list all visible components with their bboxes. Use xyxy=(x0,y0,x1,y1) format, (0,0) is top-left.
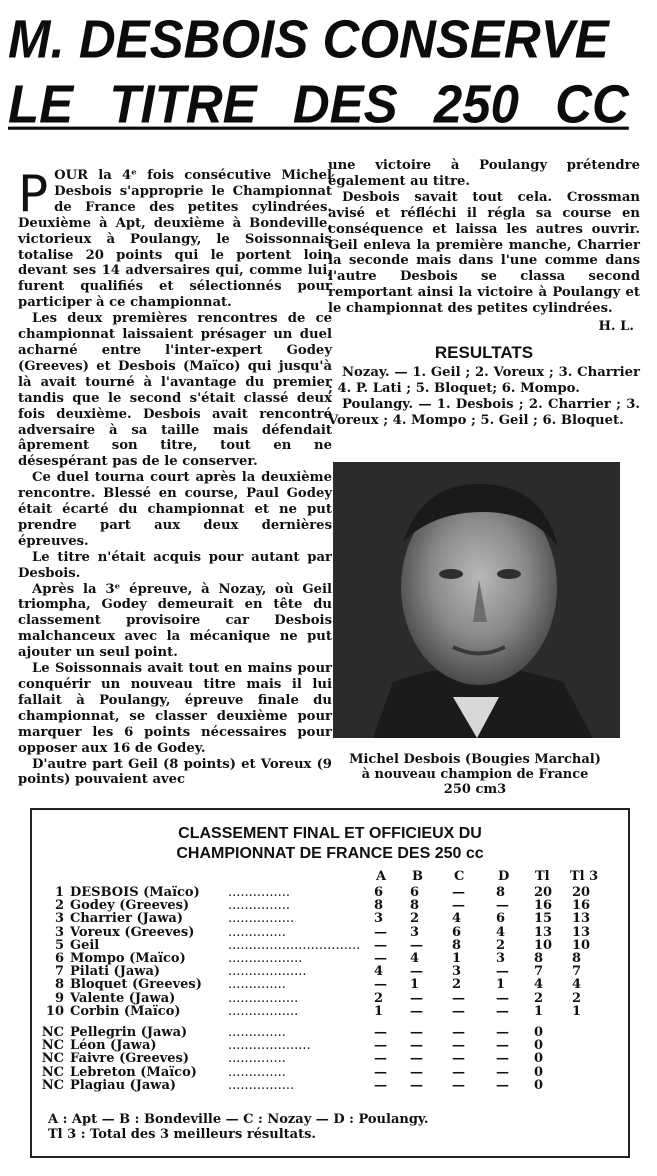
standings-row xyxy=(32,1052,628,1065)
score-cell-tl: 16 xyxy=(534,898,553,914)
score-cell-tl: 7 xyxy=(534,964,544,980)
author-signature: H. L. xyxy=(598,319,634,335)
leader-dots: ................. xyxy=(228,1003,299,1019)
score-cell-a: 3 xyxy=(374,911,384,927)
score-cell-b: — xyxy=(410,1051,423,1067)
rider-rank: NC xyxy=(41,1077,64,1093)
score-cell-tl3: 16 xyxy=(572,898,591,914)
rider-rank: 3 xyxy=(54,924,64,940)
drop-cap: P xyxy=(18,165,49,223)
leader-dots: .................... xyxy=(228,1038,311,1054)
standings-row xyxy=(32,1039,628,1052)
standings-legend xyxy=(48,1112,618,1142)
score-cell-tl: 4 xyxy=(534,977,544,993)
standings-row xyxy=(32,886,628,899)
score-cell-d: 4 xyxy=(496,924,506,940)
score-cell-d: — xyxy=(496,1051,509,1067)
score-cell-a: — xyxy=(374,951,387,966)
standings-header xyxy=(32,870,628,884)
standings-row xyxy=(32,1005,628,1018)
score-cell-tl: 8 xyxy=(534,951,544,966)
rider-rank: 10 xyxy=(45,1003,64,1019)
score-cell-tl: 0 xyxy=(534,1077,544,1093)
leader-dots: .............. xyxy=(228,977,286,993)
rider-name: Charrier (Jawa) xyxy=(70,911,183,927)
leader-dots: ................... xyxy=(228,964,307,980)
standings-title-line: CHAMPIONNAT DE FRANCE DES 250 cc xyxy=(176,845,484,862)
score-cell-tl3: 8 xyxy=(572,951,582,966)
legend-line: A : Apt — B : Bondeville — C : Nozay — D : Poulangy. xyxy=(48,1112,429,1127)
caption-line: Michel Desbois (Bougies Marchal) xyxy=(349,752,601,767)
leader-dots: .............. xyxy=(228,924,286,940)
score-cell-d: — xyxy=(496,898,509,914)
rider-rank: NC xyxy=(41,1025,64,1040)
headline-line-2: LE TITRE DES 250 CC xyxy=(8,74,629,134)
standings-row xyxy=(32,965,628,978)
rider-name: Lebreton (Maïco) xyxy=(70,1064,197,1080)
score-cell-d: — xyxy=(496,1025,509,1040)
column-header: A xyxy=(376,869,387,884)
leader-dots: ............... xyxy=(228,898,290,914)
article-paragraph: D'autre part Geil (8 points) et Voreux (9 points) pouvaient avec xyxy=(18,756,332,788)
score-cell-a: 8 xyxy=(374,898,384,914)
score-cell-a: — xyxy=(374,1051,387,1067)
score-cell-d: — xyxy=(496,964,509,980)
score-cell-b: 8 xyxy=(410,898,420,914)
rider-rank: NC xyxy=(41,1038,64,1054)
score-cell-a: — xyxy=(374,1038,387,1054)
score-cell-c: 2 xyxy=(452,977,462,993)
rider-name: Mompo (Maïco) xyxy=(70,951,186,966)
article-paragraph: Les deux premières rencontres de ce championnat laissaient présager un duel acharné entre l'inter-expert Godey (Greeves) et Desbois (Maïco) qui jusqu'à là avait tourné à l'avantage du premier tandis que le second s'était classé deux fois deuxième. Desbois avait rencontré adversaire à sa taille mais défendait âprement son titre, tout en ne désespérant pas de le conserver. xyxy=(18,311,332,470)
score-cell-tl3: 2 xyxy=(572,990,582,1006)
score-cell-c: — xyxy=(452,898,465,914)
score-cell-b: 2 xyxy=(410,911,420,927)
score-cell-a: 2 xyxy=(374,990,384,1006)
score-cell-c: — xyxy=(452,1077,465,1093)
standings-title-line: CLASSEMENT FINAL ET OFFICIEUX DU xyxy=(178,825,482,842)
article-paragraph: OUR la 4ᵉ fois consécutive Michel Desbois s'approprie le Championnat de France des petites cylindrées. Deuxième à Apt, deuxième à Bondeville, victorieux à Poulangy, le Soissonnais totalise 20 points qui le portent loin devant ses 14 adversaires qui, comme lui, furent qualifiés et sélectionnés pour participer à ce championnat. xyxy=(18,168,332,311)
score-cell-d: 3 xyxy=(496,951,506,966)
caption-line: 250 cm3 xyxy=(443,782,507,797)
score-cell-a: 4 xyxy=(374,964,384,980)
headline xyxy=(8,7,648,137)
column-header: Tl xyxy=(535,869,550,884)
rider-rank: 5 xyxy=(54,937,64,953)
score-cell-tl3: 1 xyxy=(572,1003,582,1019)
rider-name: Faivre (Greeves) xyxy=(70,1051,190,1067)
article-paragraph: Après la 3ᵉ épreuve, à Nozay, où Geil triompha, Godey demeurait en tête du classement provisoire car Desbois malchanceux avec la mécanique ne put ajouter un seul point. xyxy=(18,581,332,661)
rider-rank: 9 xyxy=(54,990,64,1006)
article-column-1 xyxy=(18,165,332,788)
leader-dots: ................ xyxy=(228,1077,295,1093)
rider-name: Valente (Jawa) xyxy=(70,990,176,1006)
score-cell-d: — xyxy=(496,1003,509,1019)
article-paragraph: une victoire à Poulangy prétendre également au titre. xyxy=(328,158,640,189)
results-line: Poulangy. — 1. Desbois ; 2. Charrier ; 3. Voreux ; 4. Mompo ; 5. Geil ; 6. Bloquet. xyxy=(328,396,640,428)
score-cell-a: 6 xyxy=(374,885,384,900)
score-cell-tl3: 13 xyxy=(572,911,591,927)
results-line: Nozay. — 1. Geil ; 2. Voreux ; 3. Charrier ; 4. P. Lati ; 5. Bloquet; 6. Mompo. xyxy=(328,364,640,396)
score-cell-tl: 2 xyxy=(534,990,544,1006)
article-column-2 xyxy=(328,158,640,429)
score-cell-d: — xyxy=(496,1077,509,1093)
standings-row xyxy=(32,1079,628,1092)
score-cell-a: — xyxy=(374,1064,387,1080)
score-cell-c: — xyxy=(452,990,465,1006)
standings-row xyxy=(32,1066,628,1079)
leader-dots: ................. xyxy=(228,990,299,1006)
photo-caption xyxy=(330,752,620,797)
score-cell-c: — xyxy=(452,1064,465,1080)
standings-row xyxy=(32,926,628,939)
leader-dots: .............. xyxy=(228,1025,286,1040)
standings-box xyxy=(30,808,630,1158)
leader-dots: ................ xyxy=(228,911,295,927)
score-cell-d: — xyxy=(496,1064,509,1080)
score-cell-a: — xyxy=(374,1077,387,1093)
score-cell-b: — xyxy=(410,990,423,1006)
score-cell-c: 1 xyxy=(452,951,462,966)
column-header: B xyxy=(412,869,423,884)
rider-rank: NC xyxy=(41,1051,64,1067)
standings-row xyxy=(32,939,628,952)
leader-dots: .............. xyxy=(228,1064,286,1080)
rider-name: Plagiau (Jawa) xyxy=(70,1077,177,1093)
leader-dots: .............. xyxy=(228,1051,286,1067)
score-cell-d: 2 xyxy=(496,937,506,953)
score-cell-c: 8 xyxy=(452,937,462,953)
article-paragraph: Ce duel tourna court après la deuxième rencontre. Blessé en course, Paul Godey était écarté du championnat et ne put prendre part aux deux dernières épreuves. xyxy=(18,470,332,549)
rider-rank: 1 xyxy=(54,885,64,900)
standings-row xyxy=(32,992,628,1005)
score-cell-b: 1 xyxy=(410,977,420,993)
rider-rank: 6 xyxy=(54,951,64,966)
score-cell-tl: 0 xyxy=(534,1051,544,1067)
score-cell-a: — xyxy=(374,937,387,953)
score-cell-tl: 15 xyxy=(534,911,553,927)
score-cell-b: 3 xyxy=(410,924,420,940)
score-cell-c: 6 xyxy=(452,924,462,940)
score-cell-tl: 0 xyxy=(534,1025,544,1040)
score-cell-c: — xyxy=(452,885,465,900)
score-cell-a: 1 xyxy=(374,1003,384,1019)
score-cell-c: 4 xyxy=(452,911,462,927)
score-cell-b: — xyxy=(410,937,423,953)
score-cell-a: — xyxy=(374,924,387,940)
article-paragraph: Le titre n'était acquis pour autant par Desbois. xyxy=(18,549,332,581)
score-cell-b: — xyxy=(410,1077,423,1093)
score-cell-b: 4 xyxy=(410,951,420,966)
rider-name: Bloquet (Greeves) xyxy=(70,977,202,993)
score-cell-b: — xyxy=(410,1025,423,1040)
score-cell-tl3: 4 xyxy=(572,977,582,993)
rider-name: Léon (Jawa) xyxy=(70,1038,157,1054)
article-paragraph: Le Soissonnais avait tout en mains pour conquérir un nouveau titre mais il lui fallait à Poulangy, épreuve finale du championnat, se classer deuxième pour marquer les 6 points nécessaires pour opposer aux 16 de Godey. xyxy=(18,661,332,756)
leader-dots: .................. xyxy=(228,951,303,966)
headline-line-1: M. DESBOIS CONSERVE xyxy=(8,9,609,69)
rider-name: Pilati (Jawa) xyxy=(70,964,161,980)
portrait-image xyxy=(333,462,620,738)
score-cell-b: 6 xyxy=(410,885,420,900)
rider-name: Pellegrin (Jawa) xyxy=(70,1025,188,1040)
article-paragraph: Desbois savait tout cela. Crossman avisé et réfléchi il régla sa course en conséquence et laissa les autres ouvrir. Geil enleva la première manche, Charrier la seconde mais dans l'une comme dans l'autre Desbois se classa second remportant ainsi la victoire à Poulangy et le championnat des petites cylindrées. xyxy=(328,189,640,317)
standings-row xyxy=(32,952,628,965)
score-cell-b: — xyxy=(410,1038,423,1054)
score-cell-d: 8 xyxy=(496,885,506,900)
leader-dots: ................................ xyxy=(228,937,361,953)
score-cell-tl: 0 xyxy=(534,1038,544,1054)
score-cell-tl: 1 xyxy=(534,1003,544,1019)
column-header: D xyxy=(498,869,510,884)
rider-rank: 3 xyxy=(54,911,64,927)
column-header: Tl 3 xyxy=(570,869,599,884)
rider-rank: NC xyxy=(41,1064,64,1080)
standings-row xyxy=(32,978,628,991)
score-cell-c: — xyxy=(452,1003,465,1019)
score-cell-tl3: 7 xyxy=(572,964,582,980)
caption-line: à nouveau champion de France xyxy=(361,767,589,782)
score-cell-d: 6 xyxy=(496,911,506,927)
score-cell-b: — xyxy=(410,964,423,980)
score-cell-b: — xyxy=(410,1003,423,1019)
standings-title xyxy=(32,824,628,864)
score-cell-tl3: 13 xyxy=(572,924,591,940)
rider-name: DESBOIS (Maïco) xyxy=(70,885,200,900)
score-cell-c: 3 xyxy=(452,964,462,980)
leader-dots: ............... xyxy=(228,885,290,900)
score-cell-d: — xyxy=(496,1038,509,1054)
standings-row xyxy=(32,1026,628,1039)
standings-row xyxy=(32,899,628,912)
legend-line: Tl 3 : Total des 3 meilleurs résultats. xyxy=(48,1127,316,1142)
column-header: C xyxy=(454,869,465,884)
rider-name: Voreux (Greeves) xyxy=(70,924,195,940)
score-cell-c: — xyxy=(452,1038,465,1054)
score-cell-a: — xyxy=(374,1025,387,1040)
score-cell-b: — xyxy=(410,1064,423,1080)
score-cell-c: — xyxy=(452,1025,465,1040)
standings-row xyxy=(32,912,628,925)
rider-name: Corbin (Maïco) xyxy=(70,1003,181,1019)
rider-name: Godey (Greeves) xyxy=(70,898,190,914)
rider-name: Geil xyxy=(70,937,100,953)
rider-rank: 2 xyxy=(54,898,64,914)
rider-rank: 7 xyxy=(54,964,64,980)
score-cell-tl: 10 xyxy=(534,937,553,953)
rider-rank: 8 xyxy=(54,977,64,993)
results-title: RESULTATS xyxy=(434,342,534,362)
score-cell-tl: 13 xyxy=(534,924,553,940)
score-cell-tl3: 10 xyxy=(572,937,591,953)
score-cell-d: 1 xyxy=(496,977,506,993)
score-cell-tl: 20 xyxy=(534,885,553,900)
score-cell-tl3: 20 xyxy=(572,885,591,900)
score-cell-a: — xyxy=(374,977,387,993)
score-cell-tl: 0 xyxy=(534,1064,544,1080)
score-cell-d: — xyxy=(496,990,509,1006)
score-cell-c: — xyxy=(452,1051,465,1067)
portrait-photo xyxy=(333,462,620,738)
